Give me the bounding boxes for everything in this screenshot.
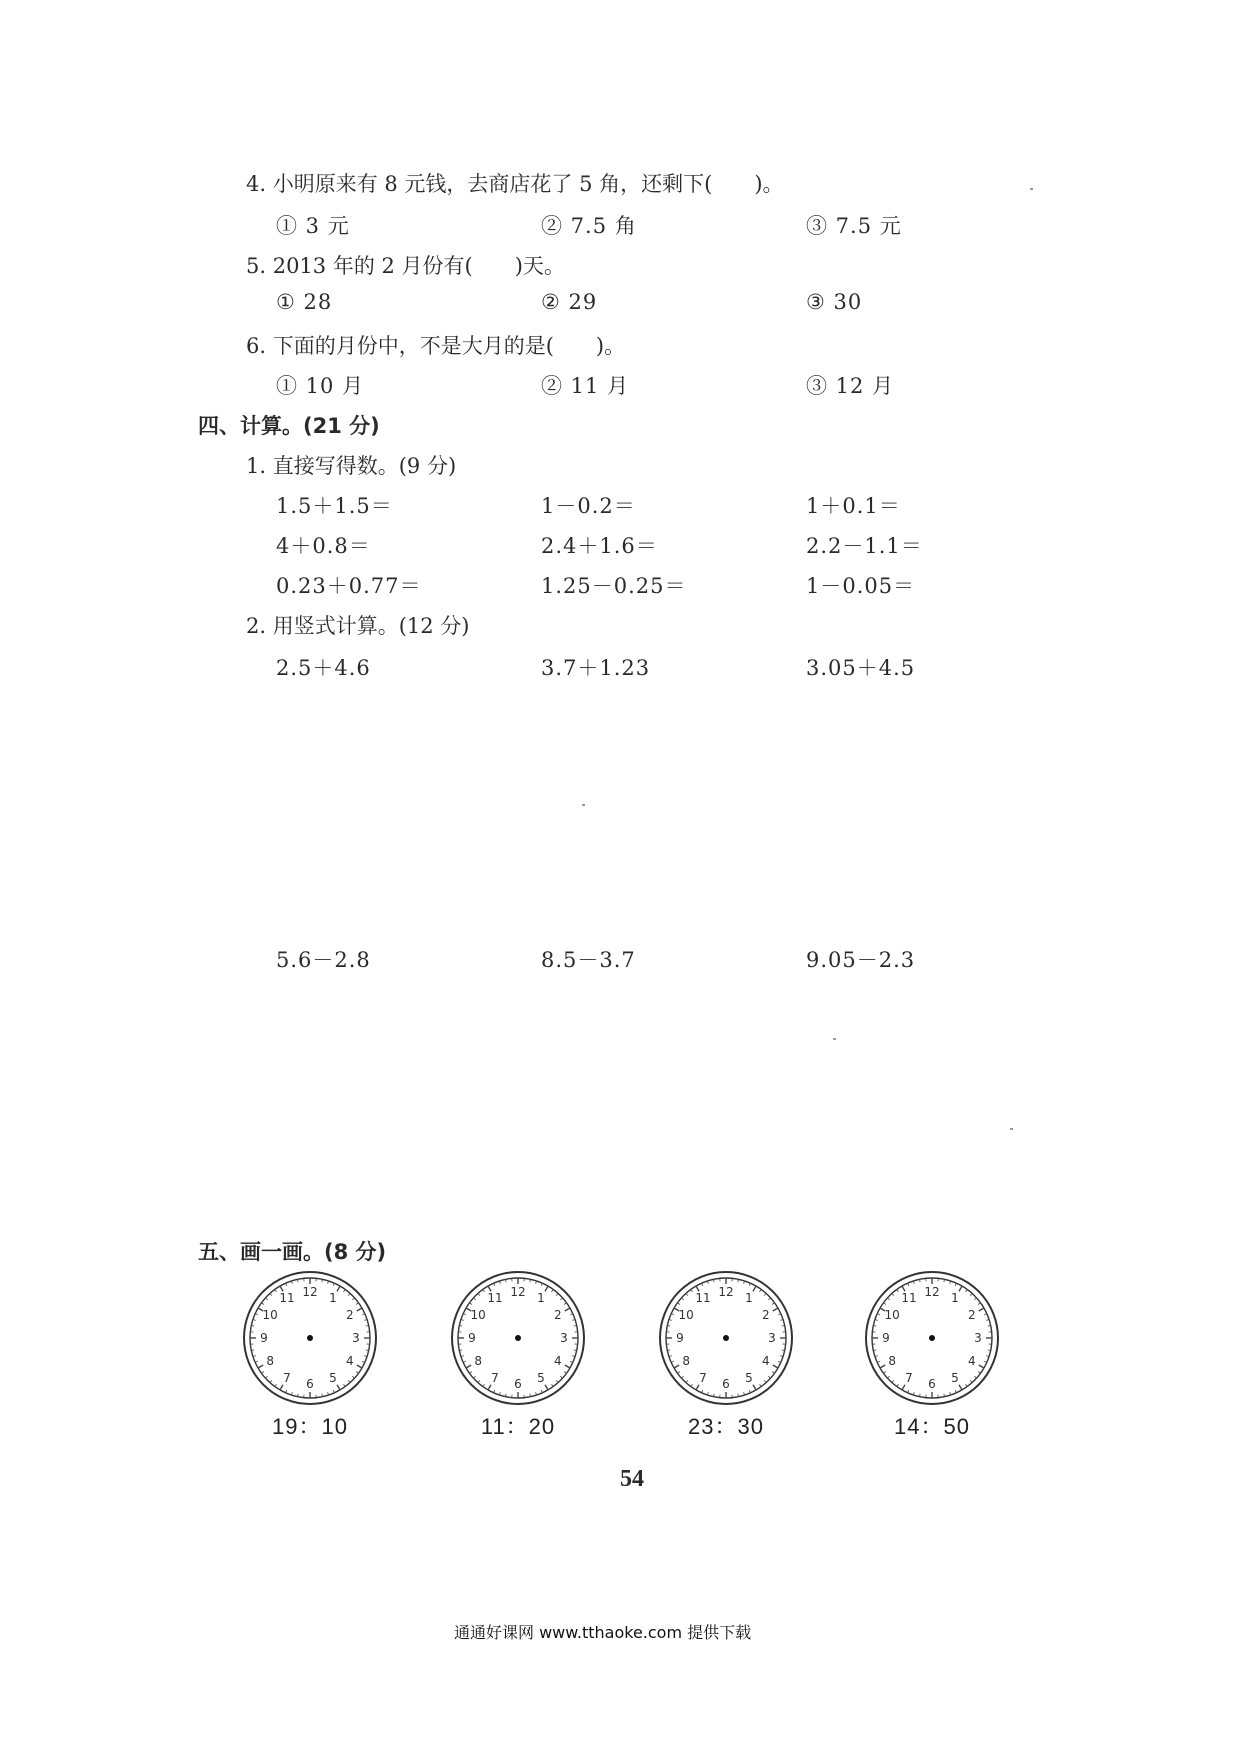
clock-dial-svg	[242, 1270, 378, 1406]
clock-numeral: 3	[768, 1331, 776, 1345]
clock-tick-mark	[344, 1289, 346, 1291]
clock-numeral: 4	[968, 1354, 976, 1368]
clock-numeral: 8	[888, 1354, 896, 1368]
clock-tick-mark	[970, 1293, 972, 1295]
clock-tick-mark	[778, 1314, 781, 1315]
clock-numeral: 7	[491, 1370, 499, 1385]
clock-tick-mark	[908, 1390, 909, 1393]
clock-numeral: 8	[682, 1354, 690, 1368]
mental-math-item: 1＋0.1＝	[806, 494, 901, 518]
clock-tick-mark	[357, 1365, 362, 1368]
clock-numeral: 12	[718, 1285, 734, 1299]
clock-tick-mark	[473, 1298, 475, 1300]
clock-tick-mark	[494, 1283, 495, 1286]
clock-tick-mark	[258, 1365, 263, 1368]
section-4-heading: 四、计算。(21 分)	[198, 414, 380, 438]
clock-numeral: 8	[266, 1354, 274, 1368]
clock-tick-mark	[773, 1308, 778, 1311]
clock-tick-mark	[955, 1390, 956, 1393]
clock-tick-mark	[261, 1303, 263, 1305]
clock-numeral: 7	[283, 1370, 291, 1385]
question-6-stem: 6. 下面的月份中，不是大月的是( )。	[246, 334, 626, 358]
clock-numeral: 10	[470, 1308, 486, 1322]
clock-numeral: 2	[762, 1308, 770, 1322]
clock-tick-mark	[772, 1303, 774, 1305]
clock-tick-mark	[286, 1283, 287, 1286]
clock-tick-mark	[908, 1283, 909, 1286]
clock-tick-mark	[265, 1298, 267, 1300]
clock-tick-mark	[764, 1380, 766, 1382]
clock-tick-mark	[255, 1361, 258, 1362]
clock-center-dot	[929, 1335, 935, 1341]
clock-tick-mark	[270, 1380, 272, 1382]
clock-tick-mark	[541, 1283, 542, 1286]
clock-tick-mark	[984, 1361, 987, 1362]
clock-numeral: 9	[260, 1331, 268, 1345]
clock-numeral: 8	[474, 1354, 482, 1368]
clock-tick-mark	[541, 1390, 542, 1393]
clock-tick-mark	[286, 1390, 287, 1393]
clock-tick-mark	[768, 1298, 770, 1300]
clock-tick-mark	[677, 1303, 679, 1305]
clock-tick-mark	[483, 1384, 485, 1386]
clock-tick-mark	[979, 1365, 984, 1368]
mental-math-item: 0.23＋0.77＝	[276, 574, 422, 598]
footer-source-note: 通通好课网 www.tthaoke.com 提供下载	[454, 1623, 752, 1642]
clock-tick-mark	[773, 1365, 778, 1368]
question-4-option-1: ① 3 元	[276, 214, 350, 238]
clock-center-dot	[515, 1335, 521, 1341]
clock-tick-mark	[887, 1298, 889, 1300]
clock-tick-mark	[877, 1314, 880, 1315]
clock-numeral: 6	[722, 1377, 730, 1391]
clock-dial-svg	[864, 1270, 1000, 1406]
clock-numeral: 3	[974, 1331, 982, 1345]
scan-speck	[1010, 1128, 1013, 1130]
question-5-option-1: ① 28	[276, 290, 333, 314]
mental-math-item: 1－0.05＝	[806, 574, 916, 598]
mental-math-item: 1.25－0.25＝	[541, 574, 687, 598]
clock-face-1[interactable]	[242, 1270, 378, 1406]
clock-time-label-4: 14：50	[894, 1414, 970, 1439]
clock-face-3[interactable]	[658, 1270, 794, 1406]
vertical-calc-item: 3.05＋4.5	[806, 656, 916, 680]
mental-math-item: 1.5＋1.5＝	[276, 494, 393, 518]
clock-numeral: 9	[882, 1331, 890, 1345]
vertical-calc-item: 9.05－2.3	[806, 948, 916, 972]
clock-dial-svg	[658, 1270, 794, 1406]
clock-tick-mark	[565, 1308, 570, 1311]
scan-speck	[833, 1038, 836, 1040]
clock-tick-mark	[959, 1286, 962, 1291]
clock-face-2[interactable]	[450, 1270, 586, 1406]
clock-tick-mark	[357, 1308, 362, 1311]
clock-tick-mark	[702, 1390, 703, 1393]
clock-tick-mark	[552, 1289, 554, 1291]
clock-tick-mark	[778, 1361, 781, 1362]
clock-tick-mark	[897, 1384, 899, 1386]
clock-tick-mark	[362, 1314, 365, 1315]
clock-tick-mark	[556, 1380, 558, 1382]
scan-speck	[1030, 188, 1033, 190]
clock-tick-mark	[463, 1361, 466, 1362]
clock-dial-svg	[450, 1270, 586, 1406]
clock-tick-mark	[772, 1372, 774, 1374]
clock-tick-mark	[764, 1293, 766, 1295]
clock-tick-mark	[966, 1384, 968, 1386]
clock-tick-mark	[959, 1385, 962, 1390]
clock-tick-mark	[348, 1380, 350, 1382]
clock-numeral: 1	[537, 1291, 545, 1306]
clock-tick-mark	[671, 1314, 674, 1315]
clock-numeral: 2	[346, 1308, 354, 1322]
clock-tick-mark	[565, 1365, 570, 1368]
clock-tick-mark	[478, 1380, 480, 1382]
mental-math-item: 2.4＋1.6＝	[541, 534, 658, 558]
clock-tick-mark	[275, 1384, 277, 1386]
clock-tick-mark	[686, 1380, 688, 1382]
page-number: 54	[620, 1466, 644, 1492]
clock-numeral: 10	[262, 1308, 278, 1322]
clock-numeral: 6	[306, 1377, 314, 1391]
clock-tick-mark	[352, 1298, 354, 1300]
clock-tick-mark	[897, 1289, 899, 1291]
clock-numeral: 4	[554, 1354, 562, 1368]
clock-tick-mark	[488, 1385, 491, 1390]
clock-numeral: 1	[951, 1291, 959, 1306]
clock-numeral: 11	[695, 1291, 711, 1306]
clock-tick-mark	[270, 1293, 272, 1295]
question-6-option-3: ③ 12 月	[806, 374, 895, 398]
clock-numeral: 5	[329, 1370, 337, 1385]
clock-tick-mark	[570, 1314, 573, 1315]
clock-numeral: 2	[968, 1308, 976, 1322]
clock-tick-mark	[333, 1283, 334, 1286]
clock-numeral: 11	[901, 1291, 917, 1306]
clock-tick-mark	[978, 1372, 980, 1374]
clock-numeral: 4	[762, 1354, 770, 1368]
question-6-option-2: ② 11 月	[541, 374, 630, 398]
clock-numeral: 1	[745, 1291, 753, 1306]
scan-speck	[582, 804, 585, 806]
clock-tick-mark	[955, 1283, 956, 1286]
clock-tick-mark	[356, 1372, 358, 1374]
clock-center-dot	[307, 1335, 313, 1341]
clock-tick-mark	[880, 1365, 885, 1368]
clock-time-label-3: 23：30	[688, 1414, 764, 1439]
vertical-calc-item: 2.5＋4.6	[276, 656, 371, 680]
clock-tick-mark	[469, 1372, 471, 1374]
clock-numeral: 9	[676, 1331, 684, 1345]
clock-tick-mark	[677, 1372, 679, 1374]
clock-tick-mark	[984, 1314, 987, 1315]
clock-tick-mark	[556, 1293, 558, 1295]
clock-numeral: 6	[928, 1377, 936, 1391]
clock-tick-mark	[671, 1361, 674, 1362]
clock-tick-mark	[494, 1390, 495, 1393]
clock-tick-mark	[702, 1283, 703, 1286]
clock-tick-mark	[768, 1376, 770, 1378]
vertical-calc-item: 8.5－3.7	[541, 948, 636, 972]
section-4-part-2-title: 2. 用竖式计算。(12 分)	[246, 614, 470, 638]
clock-numeral: 12	[510, 1285, 526, 1299]
mental-math-item: 2.2－1.1＝	[806, 534, 923, 558]
question-5-option-2: ② 29	[541, 290, 598, 314]
clock-tick-mark	[887, 1376, 889, 1378]
clock-tick-mark	[483, 1289, 485, 1291]
question-5-stem: 5. 2013 年的 2 月份有( )天。	[246, 254, 565, 278]
clock-tick-mark	[883, 1303, 885, 1305]
clock-time-label-2: 11：20	[480, 1414, 556, 1439]
clock-tick-mark	[691, 1289, 693, 1291]
clock-tick-mark	[255, 1314, 258, 1315]
clock-tick-mark	[681, 1376, 683, 1378]
clock-tick-mark	[877, 1361, 880, 1362]
clock-tick-mark	[760, 1384, 762, 1386]
clock-tick-mark	[686, 1293, 688, 1295]
vertical-calc-item: 5.6－2.8	[276, 948, 371, 972]
clock-numeral: 5	[951, 1370, 959, 1385]
question-4-option-2: ② 7.5 角	[541, 214, 637, 238]
clock-tick-mark	[564, 1372, 566, 1374]
clock-tick-mark	[753, 1385, 756, 1390]
clock-numeral: 5	[745, 1370, 753, 1385]
mental-math-item: 4＋0.8＝	[276, 534, 371, 558]
clock-numeral: 5	[537, 1370, 545, 1385]
clock-numeral: 1	[329, 1291, 337, 1306]
clock-tick-mark	[570, 1361, 573, 1362]
clock-numeral: 3	[560, 1331, 568, 1345]
clock-numeral: 12	[924, 1285, 940, 1299]
clock-tick-mark	[883, 1372, 885, 1374]
clock-center-dot	[723, 1335, 729, 1341]
clock-tick-mark	[275, 1289, 277, 1291]
mental-math-item: 1－0.2＝	[541, 494, 636, 518]
clock-tick-mark	[362, 1361, 365, 1362]
question-5-option-3: ③ 30	[806, 290, 863, 314]
clock-numeral: 9	[468, 1331, 476, 1345]
clock-tick-mark	[478, 1293, 480, 1295]
clock-face-4[interactable]	[864, 1270, 1000, 1406]
vertical-calc-item: 3.7＋1.23	[541, 656, 651, 680]
clock-tick-mark	[696, 1385, 699, 1390]
clock-tick-mark	[344, 1384, 346, 1386]
clock-tick-mark	[333, 1390, 334, 1393]
clock-tick-mark	[974, 1376, 976, 1378]
clock-tick-mark	[552, 1384, 554, 1386]
clock-tick-mark	[560, 1298, 562, 1300]
clock-tick-mark	[473, 1376, 475, 1378]
clock-tick-mark	[280, 1385, 283, 1390]
clock-tick-mark	[337, 1385, 340, 1390]
clock-tick-mark	[691, 1384, 693, 1386]
clock-tick-mark	[966, 1289, 968, 1291]
clock-numeral: 3	[352, 1331, 360, 1345]
clock-tick-mark	[356, 1303, 358, 1305]
clock-tick-mark	[463, 1314, 466, 1315]
clock-tick-mark	[337, 1286, 340, 1291]
clock-numeral: 2	[554, 1308, 562, 1322]
clock-tick-mark	[466, 1365, 471, 1368]
clock-numeral: 11	[279, 1291, 295, 1306]
clock-tick-mark	[674, 1365, 679, 1368]
section-5-heading: 五、画一画。(8 分)	[198, 1240, 387, 1264]
question-4-stem: 4. 小明原来有 8 元钱，去商店花了 5 角，还剩下( )。	[246, 172, 784, 196]
clock-tick-mark	[753, 1286, 756, 1291]
clock-tick-mark	[681, 1298, 683, 1300]
clock-tick-mark	[469, 1303, 471, 1305]
clock-numeral: 10	[678, 1308, 694, 1322]
clock-tick-mark	[902, 1385, 905, 1390]
clock-tick-mark	[352, 1376, 354, 1378]
clock-tick-mark	[892, 1380, 894, 1382]
clock-tick-mark	[545, 1286, 548, 1291]
clock-tick-mark	[348, 1293, 350, 1295]
clock-tick-mark	[560, 1376, 562, 1378]
clock-tick-mark	[261, 1372, 263, 1374]
clock-time-label-1: 19：10	[272, 1414, 348, 1439]
clock-numeral: 10	[884, 1308, 900, 1322]
clock-tick-mark	[564, 1303, 566, 1305]
section-4-part-1-title: 1. 直接写得数。(9 分)	[246, 454, 457, 478]
clock-tick-mark	[760, 1289, 762, 1291]
clock-numeral: 6	[514, 1377, 522, 1391]
clock-tick-mark	[979, 1308, 984, 1311]
clock-numeral: 11	[487, 1291, 503, 1306]
question-4-option-3: ③ 7.5 元	[806, 214, 902, 238]
clock-tick-mark	[265, 1376, 267, 1378]
clock-tick-mark	[978, 1303, 980, 1305]
clock-numeral: 12	[302, 1285, 318, 1299]
clock-tick-mark	[892, 1293, 894, 1295]
clock-tick-mark	[970, 1380, 972, 1382]
clock-tick-mark	[749, 1283, 750, 1286]
clock-numeral: 7	[905, 1370, 913, 1385]
clock-numeral: 7	[699, 1370, 707, 1385]
clock-numeral: 4	[346, 1354, 354, 1368]
clock-tick-mark	[749, 1390, 750, 1393]
clock-tick-mark	[545, 1385, 548, 1390]
question-6-option-1: ① 10 月	[276, 374, 365, 398]
clock-tick-mark	[974, 1298, 976, 1300]
